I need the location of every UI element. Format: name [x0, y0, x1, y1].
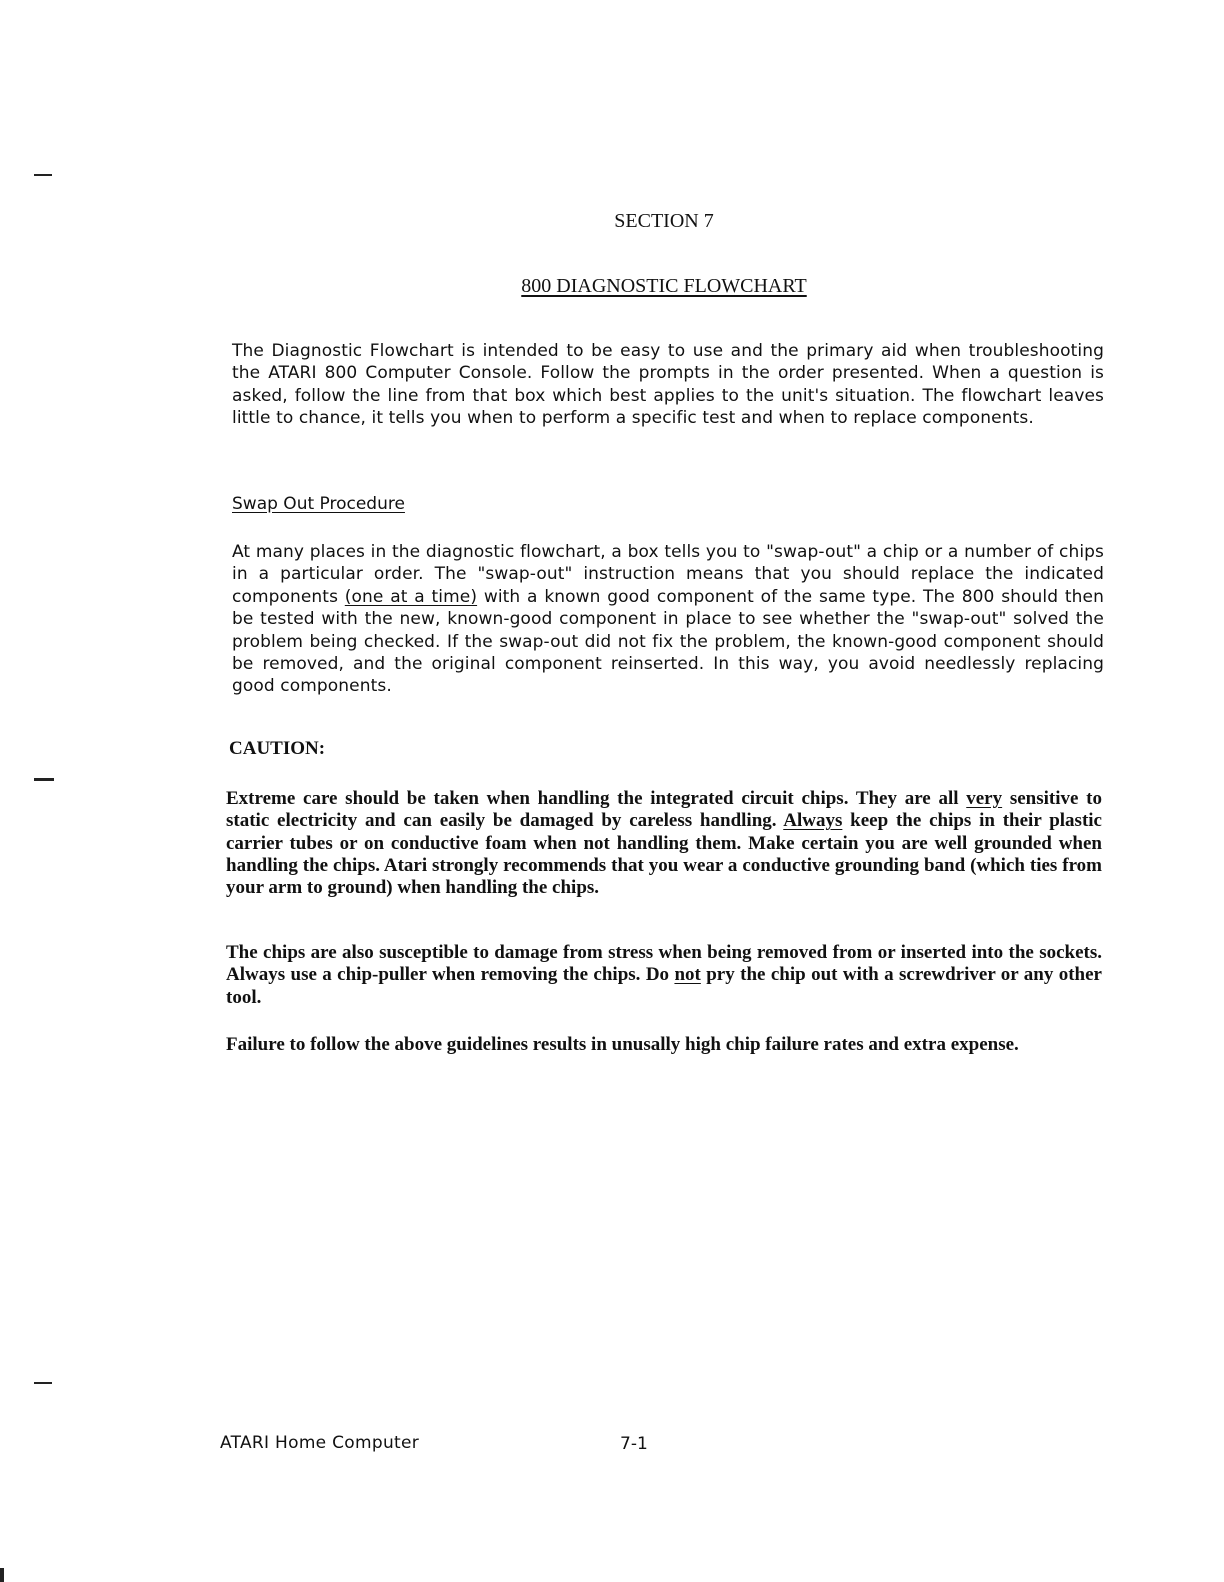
- edge-mark: [0, 1568, 4, 1582]
- caution-paragraph-2: [226, 942, 1102, 1009]
- footer-title: ATARI Home Computer: [220, 1433, 420, 1453]
- page-number: 7-1: [620, 1434, 648, 1454]
- swap-out-heading: Swap Out Procedure: [232, 494, 405, 514]
- caution-text: Extreme care should be taken when handling the integrated circuit chips. They are all: [226, 788, 967, 809]
- swap-out-text: At many places in the diagnostic flowchart, a box tells you to "swap-out" a chip or a number of chips in a particular order. The "swap-out" instruction means that you should replace the indicated components: [232, 542, 1104, 607]
- caution-label: CAUTION:: [229, 738, 326, 759]
- swap-out-emphasis: (one at a time): [344, 586, 478, 607]
- caution-paragraph-3: Failure to follow the above guidelines results in unusally high chip failure rates and extra expense.: [226, 1034, 1019, 1055]
- intro-paragraph: The Diagnostic Flowchart is intended to be easy to use and the primary aid when troubleshooting the ATARI 800 Computer Console. Follow the prompts in the order presented. When a question is asked, follow the line from that box which best applies to the unit's situation. The flowchart leaves little to chance, it tells you when to perform a specific test and when to replace components.: [232, 341, 1104, 429]
- caution-text: The chips are also susceptible to damage from stress when being removed from or inserted into the sockets. Always use a chip-puller when removing the chips. Do: [226, 942, 1102, 986]
- swap-out-paragraph: [232, 541, 1104, 698]
- section-heading: SECTION 7: [614, 210, 714, 232]
- caution-paragraph-1: [226, 788, 1102, 899]
- caution-emphasis-very: very: [966, 788, 1003, 809]
- punch-hole-mark: [34, 1382, 52, 1384]
- caution-text: sensitive to static electricity and can easily be damaged by careless handling.: [226, 788, 1103, 832]
- punch-hole-mark: [34, 174, 52, 176]
- swap-out-text-continued: with a known good component of the same type. The 800 should then be tested with the new, known-good component in place to see whether the "swap-out" solved the problem being checked. If the swap-out did not fix the problem, the known-good component should be removed, and the original component reinserted. In this way, you avoid needlessly replacing good components.: [232, 586, 1104, 697]
- caution-emphasis-always: Always: [783, 810, 843, 832]
- caution-text: keep the chips in their plastic carrier tubes or on conductive foam when not handling them. Make certain you are well grounded when handling the chips. Atari strongly recommends that you wear a conductive grounding band (which ties from your arm to ground) when handling the chips.: [226, 810, 1102, 899]
- caution-text: pry the chip out with a screwdriver or any other tool.: [226, 964, 1102, 1008]
- page-title: 800 DIAGNOSTIC FLOWCHART: [521, 275, 807, 297]
- caution-emphasis-not: not: [674, 964, 701, 986]
- punch-hole-mark: [34, 778, 54, 781]
